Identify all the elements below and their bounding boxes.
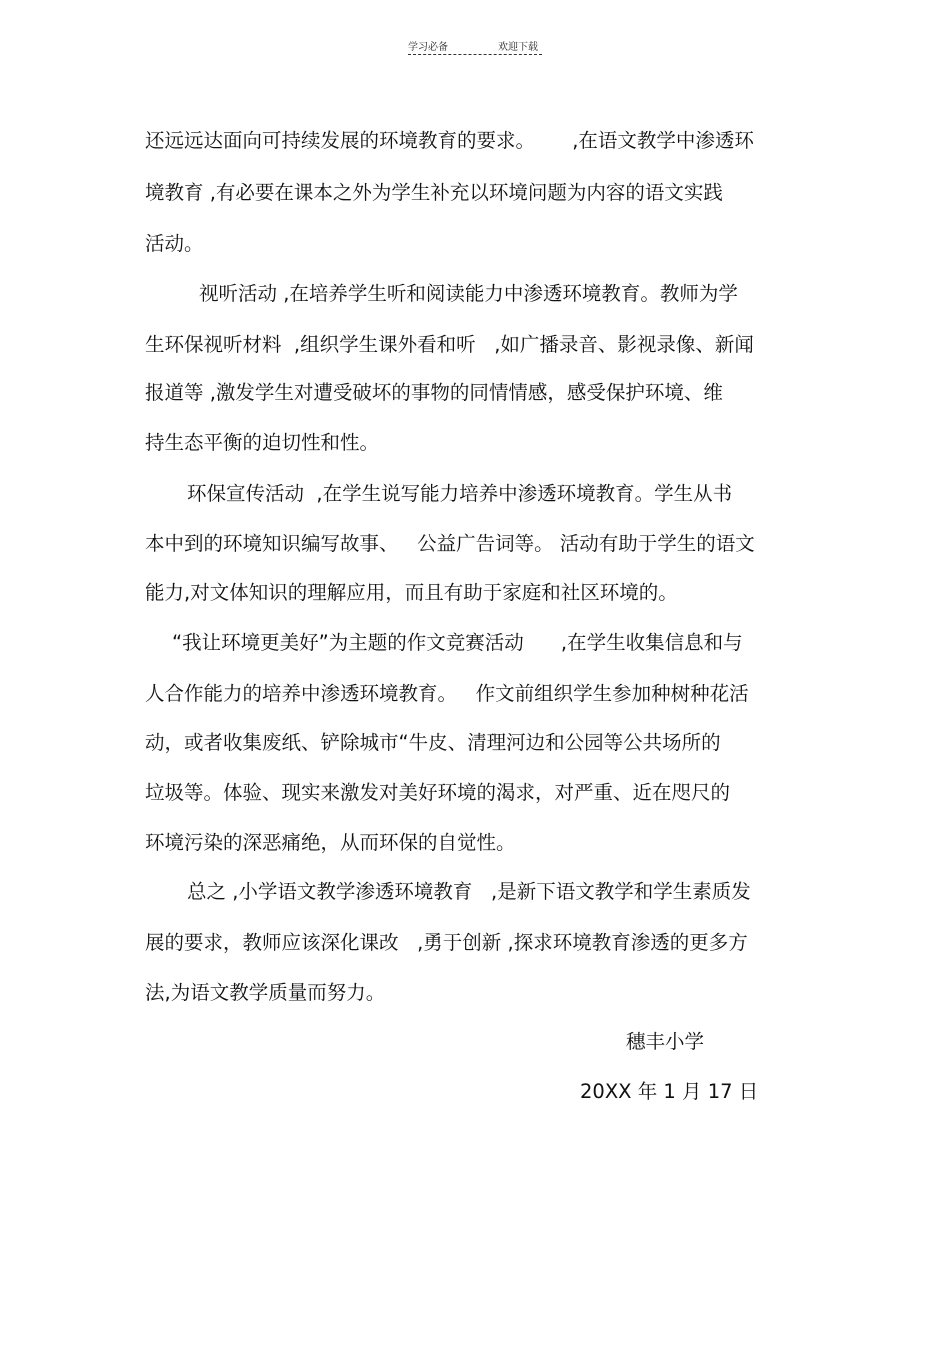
text-line: 活动。 <box>145 232 204 255</box>
text-line: 境教育 ,有必要在课本之外为学生补充以环境问题为内容的语文实践 <box>145 181 723 204</box>
header-left-text: 学习必备 <box>408 42 448 53</box>
header-divider <box>408 54 542 55</box>
text-line: “我让环境更美好”为主题的作文竞赛活动 ,在学生收集信息和与 <box>172 631 743 654</box>
text-line: 动，或者收集废纸、铲除城市“牛皮、清理河边和公园等公共场所的 <box>145 731 721 754</box>
text-line: 生环保视听材料 ,组织学生课外看和听 ,如广播录音、影视录像、新闻 <box>145 333 754 356</box>
text-line: 垃圾等。体验、现实来激发对美好环境的渴求，对严重、近在咫尺的 <box>145 781 731 804</box>
signature-date: 20XX 年 1 月 17 日 <box>580 1080 759 1103</box>
signature-school: 穗丰小学 <box>626 1030 705 1053</box>
text-line: 还远远达面向可持续发展的环境教育的要求。 ,在语文教学中渗透环 <box>145 129 754 152</box>
text-line: 展的要求，教师应该深化课改 ,勇于创新 ,探求环境教育渗透的更多方 <box>145 931 748 954</box>
text-line: 本中到的环境知识编写故事、 公益广告词等。 活动有助于学生的语文 <box>145 532 755 555</box>
text-line: 环境污染的深恶痛绝，从而环保的自觉性。 <box>145 831 516 854</box>
text-line: 持生态平衡的迫切性和性。 <box>145 431 380 454</box>
text-line: 报道等 ,激发学生对遭受破坏的事物的同情情感，感受保护环境、维 <box>145 381 723 404</box>
text-line: 总之 ,小学语文教学渗透环境教育 ,是新下语文教学和学生素质发 <box>187 880 751 903</box>
text-line: 视听活动 ,在培养学生听和阅读能力中渗透环境教育。教师为学 <box>199 282 738 305</box>
text-line: 能力,对文体知识的理解应用，而且有助于家庭和社区环境的。 <box>145 581 678 604</box>
text-line: 人合作能力的培养中渗透环境教育。 作文前组织学生参加种树种花活 <box>145 682 749 705</box>
header-right-text: 欢迎下载 <box>498 42 538 53</box>
text-line: 环保宣传活动 ,在学生说写能力培养中渗透环境教育。学生从书 <box>187 482 733 505</box>
text-line: 法,为语文教学质量而努力。 <box>145 981 386 1004</box>
